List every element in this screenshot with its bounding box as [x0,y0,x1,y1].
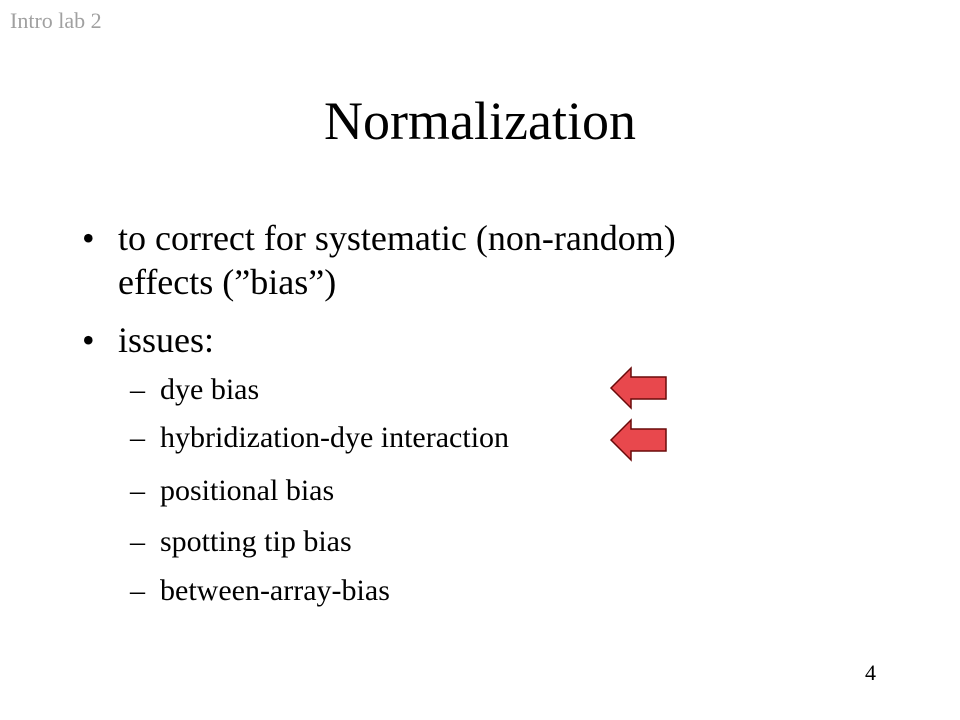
bullet-text-line: to correct for systematic (non-random) [118,218,676,258]
bullet-text-line: effects (”bias”) [118,262,337,302]
sub-item-text: spotting tip bias [160,525,352,558]
slide-title: Normalization [324,91,636,151]
bullet-item [82,318,482,362]
red-left-arrow-icon [609,366,669,410]
bullet-marker: • [82,218,95,258]
sub-item-marker: – [130,574,145,607]
bullet-item [82,216,882,306]
sub-item-marker: – [130,474,145,507]
red-left-arrow-icon [609,418,669,462]
sub-item-marker: – [130,421,145,454]
sub-item-text: positional bias [160,474,335,507]
sub-item-marker: – [130,525,145,558]
bullet-text [118,216,676,304]
arrow-shape [611,420,666,460]
sub-item-text: between-array-bias [160,574,390,607]
bullet-text: issues: [118,320,215,360]
sub-item-text: dye bias [160,373,260,406]
arrow-shape [611,368,666,408]
sub-item-text: hybridization-dye interaction [160,421,510,454]
bullet-marker: • [82,320,95,360]
page-number: 4 [865,660,876,685]
header-label: Intro lab 2 [10,8,102,33]
sub-item-marker: – [130,373,145,406]
